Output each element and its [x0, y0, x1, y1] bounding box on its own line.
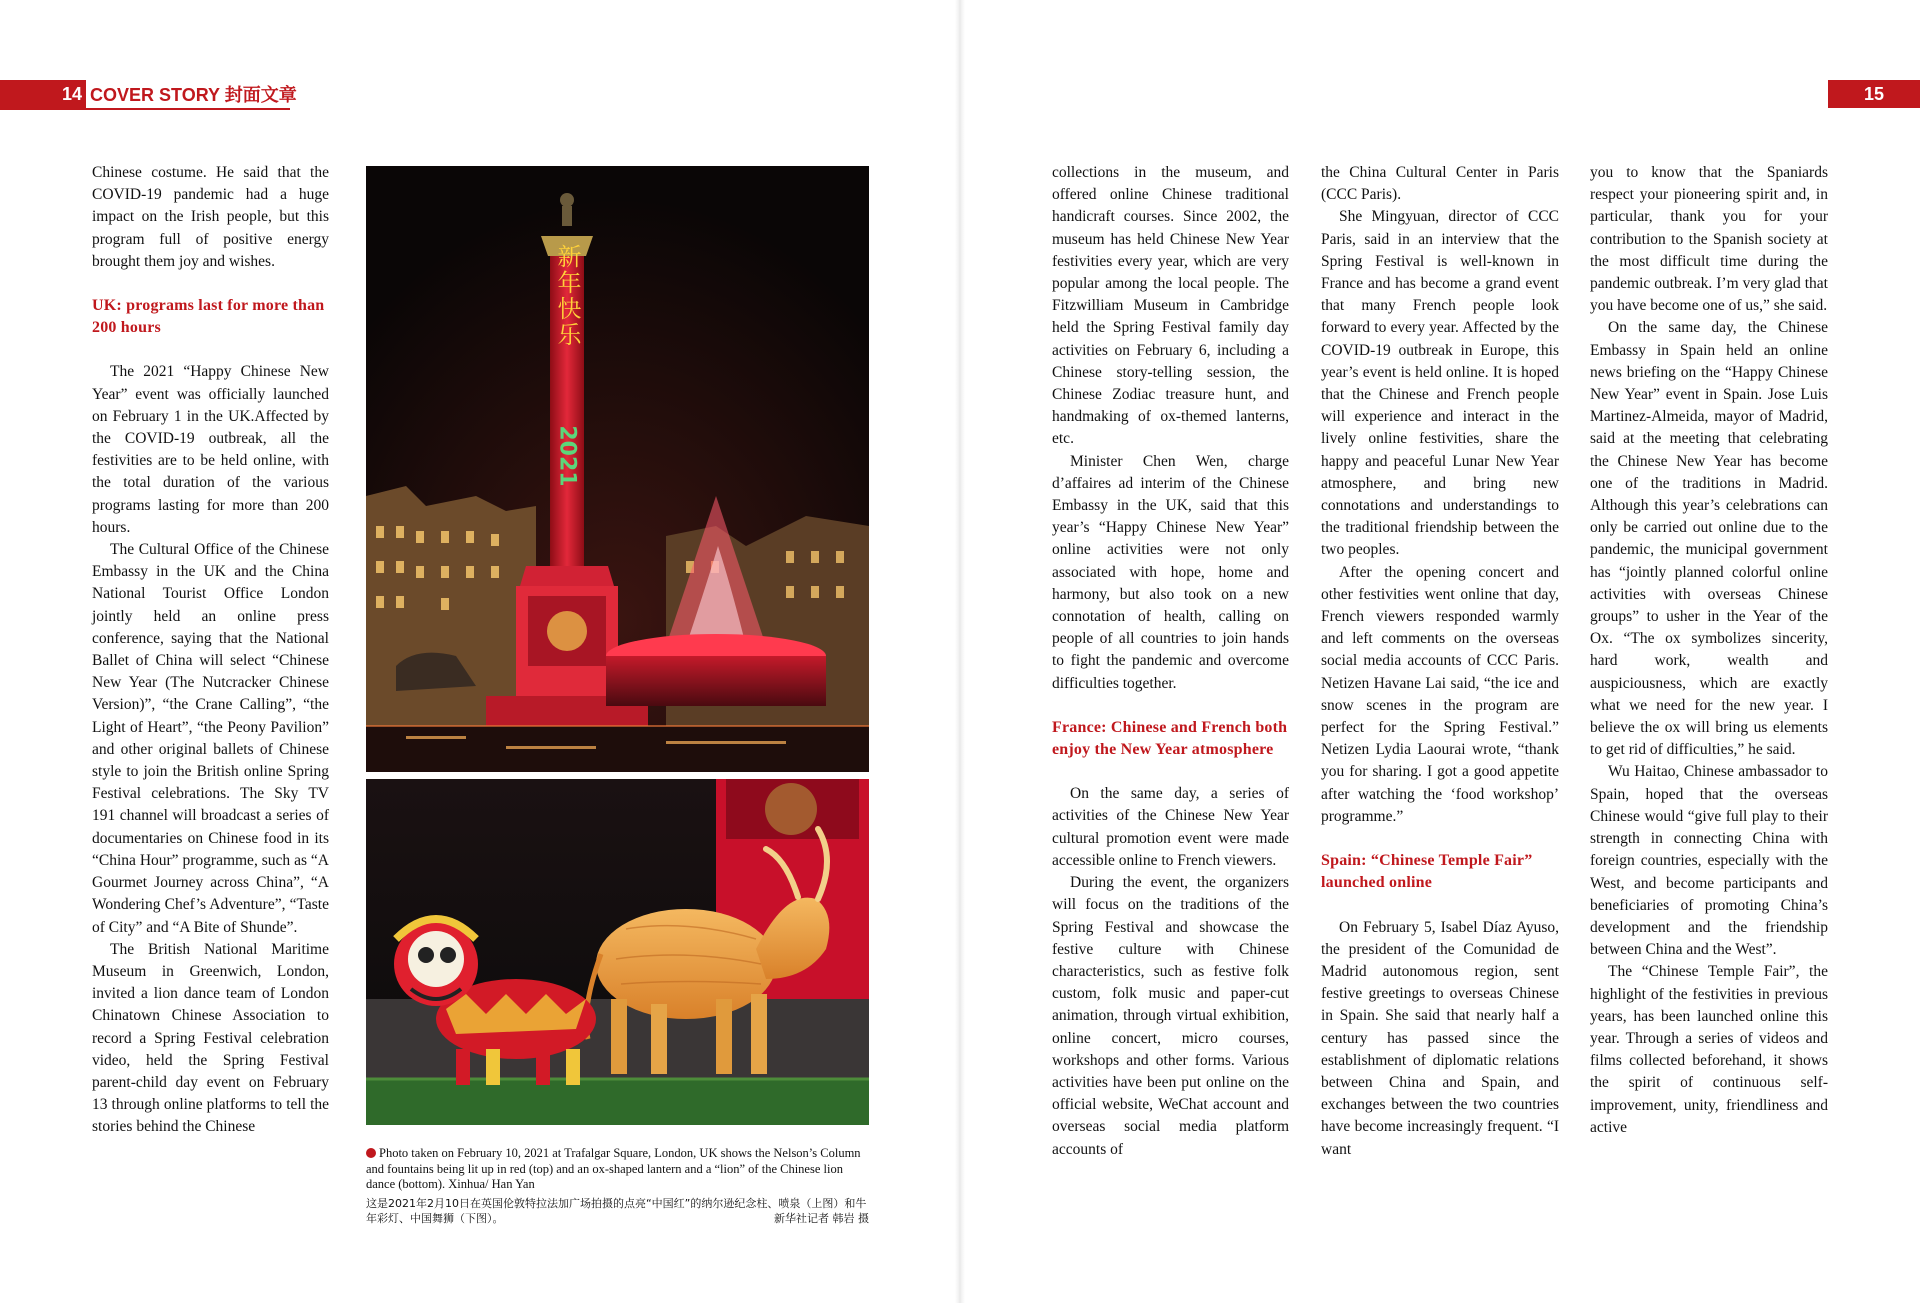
paragraph: The British National Maritime Museum in Greenwich, London, invited a lion dance team of London Chinatown Chinese Association to record a Spring Festival celebration video, held the Spring Festival parent-child day event on February 13 through online platforms to tell the stories behind the Chinese — [92, 940, 329, 1136]
paragraph: Minister Chen Wen, charge d’affaires ad interim of the Chinese Embassy in the UK, said that this year’s “Happy Chinese New Year” online activities were not only associated with hope, home and harmony, but also took on a new connotation of health, calling on people of all countries to join hands to fight the pandemic and overcome difficulties together. — [1052, 452, 1289, 692]
section-title: COVER STORY 封面文章 — [90, 85, 297, 105]
paragraph: you to know that the Spaniards respect your pioneering spirit and, in particular, thank you for your contribution to the Spanish society at the most difficult time during the pandemic outbreak. I’m very glad that you have become one of us,” she said. — [1590, 164, 1828, 315]
text-column-3 — [1052, 162, 1289, 1161]
section-heading-uk: UK: programs last for more than 200 hours — [92, 297, 325, 337]
right-page-number: 15 — [1828, 80, 1920, 108]
section-heading-france: France: Chinese and French both enjoy the New Year atmosphere — [1052, 718, 1288, 759]
caption-chinese-block — [366, 1196, 869, 1226]
header-rule — [0, 108, 290, 110]
paragraph: Wu Haitao, Chinese ambassador to Spain, hoped that the overseas Chinese would “give full play to their strength in connecting China with foreign countries, especially with the West, and become participants and beneficiaries of promoting China’s development and the friendship between China and the West”. — [1590, 763, 1828, 959]
paragraph: On February 5, Isabel Díaz Ayuso, the president of the Comunidad de Madrid autonomous region, sent festive greetings to overseas Chinese in Spain. She said that nearly half a century has passed since the establishment of diplomatic relations between China and Spain, and exchanges between the two countries have become increasingly frequent. “I want — [1321, 918, 1559, 1158]
page-spine — [955, 0, 965, 1303]
text-column-1 — [92, 162, 329, 1139]
paragraph: During the event, the organizers will focus on the traditions of the Spring Festival and showcase the festive culture with Chinese characteristics, such as festive folk custom, folk music and paper-cut animation, through virtual exhibition, online concert, micro courses, workshops and other forms. Various activities have been put online on the official website, WeChat account and overseas social media platform accounts of — [1052, 874, 1289, 1158]
photo-ox-lantern-lion-dance — [366, 779, 869, 1125]
paragraph: On the same day, the Chinese Embassy in Spain held an online news briefing on the “Happy Chinese New Year” event in Spain. Jose Luis Martinez-Almeida, mayor of Madrid, said at the meeting that celebrating the Chinese New Year has become one of the traditions in Madrid. Although this year’s celebrations can only be carried out online due to the pandemic, the municipal government has “jointly planned colorful online activities with overseas Chinese groups” to usher in the Year of the Ox. “The ox symbolizes sincerity, hard work, wealth and auspiciousness, which are exactly what we need for the new year. I believe the ox will bring us elements to get rid of difficulties,” he said. — [1590, 319, 1828, 759]
paragraph: After the opening concert and other festivities went online that day, French viewers responded warmly and left comments on the overseas social media accounts of CCC Paris. Netizen Havane Lai said, “the ice and snow scenes in the program are perfect for the Spring Festival.” Netizen Lydia Laourai wrote, “thank you for sharing. I got a good appetite after watching the ‘food workshop’ programme.” — [1321, 563, 1559, 825]
caption-credit: 新华社记者 韩岩 摄 — [774, 1211, 869, 1225]
section-heading-spain: Spain: “Chinese Temple Fair” launched online — [1321, 852, 1533, 892]
caption-english: Photo taken on February 10, 2021 at Trafalgar Square, London, UK shows the Nelson’s Column and fountains being lit up in red (top) and an ox-shaped lantern and a “lion” of the Chinese lion dance (bottom). Xinhua/ Han Yan — [366, 1146, 861, 1191]
paragraph: On the same day, a series of activities of the Chinese New Year cultural promotion event were made accessible online to French viewers. — [1052, 785, 1289, 869]
banner-year: 2021 — [554, 425, 580, 487]
page-header-left — [0, 80, 297, 108]
left-page-number: 14 — [0, 80, 86, 108]
photo-caption — [366, 1146, 869, 1226]
banner-char: 新年快乐 — [553, 244, 581, 348]
caption-camera-icon — [366, 1148, 376, 1158]
text-column-4 — [1321, 162, 1559, 1161]
paragraph: Chinese costume. He said that the COVID-19 pandemic had a huge impact on the Irish people, but this program full of positive energy brought them joy and wishes. — [92, 164, 329, 270]
paragraph: She Mingyuan, director of CCC Paris, said in an interview that the Spring Festival is well-known in France and has become a grand event that many French people look forward to every year. Affected by the COVID-19 outbreak in Europe, this year’s event is held online. It is hoped that the Chinese and French people will experience and interact in the lively online festivities, share the happy and peaceful Lunar New Year atmosphere, and bring new connotations and understandings to the traditional friendship between the two peoples. — [1321, 208, 1559, 559]
paragraph: the China Cultural Center in Paris (CCC Paris). — [1321, 164, 1559, 204]
text-column-5 — [1590, 162, 1828, 1139]
caption-chinese: 这是2021年2月10日在英国伦敦特拉法加广场拍摄的点亮“中国红”的纳尔逊纪念柱、喷泉（上图）和牛年彩灯、中国舞狮（下图）。 — [366, 1196, 867, 1225]
paragraph: The Cultural Office of the Chinese Embassy in the UK and the China National Tourist Office London jointly held an online press conference, saying that the National Ballet of China will select “Chinese New Year (The Nutcracker Chinese Version)”, “the Crane Calling”, “the Light of Heart”, “the Peony Pavilion” and other original ballets of Chinese style to join the British online Spring Festival celebrations. The Sky TV 191 channel will broadcast a series of documentaries on Chinese food in its “China Hour” programme, such as “A Gourmet Journey across China”, “A Wondering Chef’s Adventure”, “Taste of City” and “A Bite of Shunde”. — [92, 541, 329, 936]
paragraph: The 2021 “Happy Chinese New Year” event was officially launched on February 1 in the UK.Affected by the COVID-19 outbreak, all the festivities are to be held online, with the total duration of the various programs lasting for more than 200 hours. — [92, 363, 329, 536]
photo-nelsons-column — [366, 166, 869, 772]
paragraph: collections in the museum, and offered online Chinese traditional handicraft courses. Since 2002, the museum has held Chinese New Year festivities every year, which are very popular among the local people. The Fitzwilliam Museum in Cambridge held the Spring Festival family day activities on February 6, including a Chinese story-telling session, the Chinese Zodiac treasure hunt, and handmaking of ox-themed lanterns, etc. — [1052, 164, 1289, 448]
paragraph: The “Chinese Temple Fair”, the highlight of the festivities in previous years, has been launched online this year. Through a series of videos and films collected beforehand, it shows the spirit of continuous self-improvement, unity, friendliness and active — [1590, 963, 1828, 1136]
